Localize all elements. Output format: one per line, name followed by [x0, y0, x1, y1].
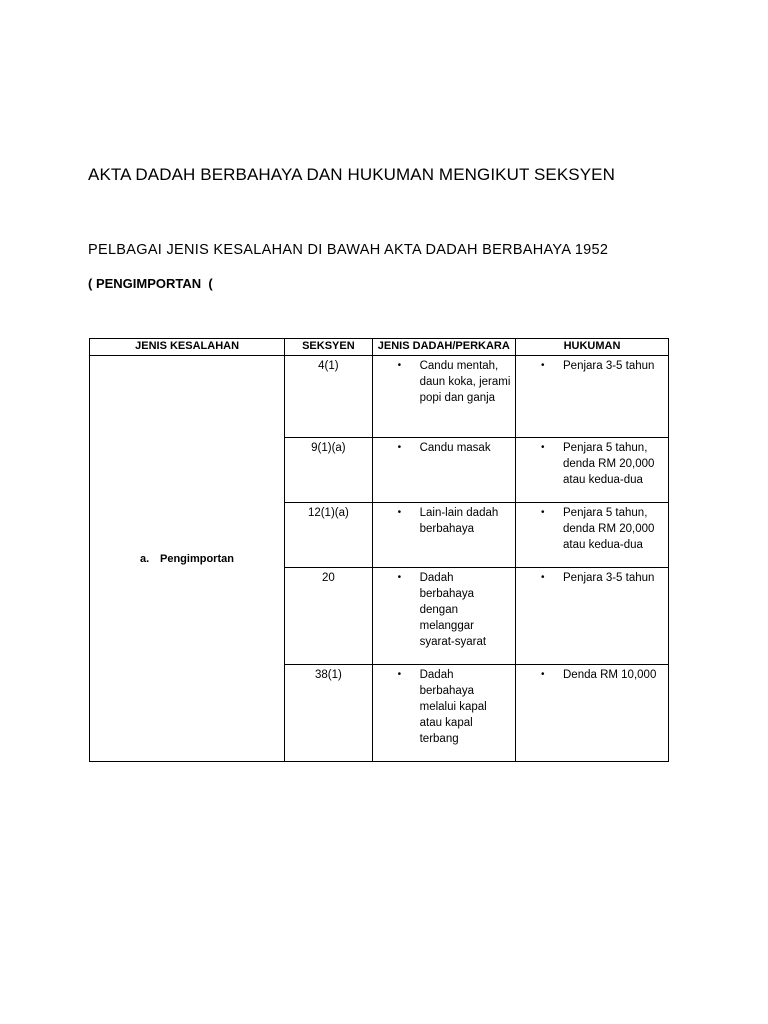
offence-letter: a.: [140, 552, 150, 565]
hukuman-cell: [516, 438, 669, 503]
seksyen-value: 12(1)(a): [307, 507, 349, 519]
hukuman-value: Penjara 3-5 tahun: [563, 360, 655, 372]
dadah-cell: [372, 438, 515, 503]
dadah-cell: [372, 356, 515, 438]
dadah-value: Dadah berbahaya melalui kapal atau kapal terbang: [419, 669, 487, 745]
hukuman-value: Penjara 5 tahun, denda RM 20,000 atau kedua-dua: [563, 507, 655, 551]
table-row: [90, 356, 669, 438]
bullet-icon: •: [541, 572, 545, 583]
table-header-row: [90, 339, 669, 356]
dadah-cell: [372, 665, 515, 762]
seksyen-value: 9(1)(a): [311, 442, 346, 454]
bullet-icon: •: [541, 507, 545, 518]
dadah-cell: [372, 568, 515, 665]
list-item: [516, 438, 668, 488]
list-item: [373, 356, 515, 406]
bullet-icon: •: [397, 669, 402, 680]
document-subtitle: PELBAGAI JENIS KESALAHAN DI BAWAH AKTA DADAH BERBAHAYA 1952: [88, 242, 609, 258]
seksyen-cell: [285, 503, 372, 568]
seksyen-cell: [285, 356, 372, 438]
offence-label: [90, 551, 284, 567]
list-item: [516, 356, 668, 374]
dadah-value: Candu mentah, daun koka, jerami popi dan ganja: [419, 360, 511, 404]
seksyen-value: 4(1): [318, 360, 339, 372]
seksyen-value: 20: [321, 572, 335, 584]
seksyen-cell: [285, 665, 372, 762]
list-item: [516, 568, 668, 586]
list-item: [373, 665, 515, 747]
bullet-icon: •: [397, 572, 402, 583]
list-item: [373, 568, 515, 650]
dadah-value: Candu masak: [419, 442, 491, 454]
dadah-cell: [372, 503, 515, 568]
hukuman-value: Denda RM 10,000: [563, 669, 657, 681]
header-hukuman: HUKUMAN: [516, 339, 669, 356]
hukuman-cell: [516, 568, 669, 665]
bullet-icon: •: [541, 360, 545, 371]
hukuman-cell: [516, 503, 669, 568]
list-item: [516, 503, 668, 553]
list-item: [516, 665, 668, 683]
dadah-value: Lain-lain dadah berbahaya: [419, 507, 499, 535]
offence-name: Pengimportan: [160, 552, 234, 565]
header-jenis-kesalahan: JENIS KESALAHAN: [90, 339, 285, 356]
document-title: AKTA DADAH BERBAHAYA DAN HUKUMAN MENGIKUT SEKSYEN: [88, 165, 615, 184]
header-seksyen: SEKSYEN: [285, 339, 372, 356]
list-item: [373, 503, 515, 537]
seksyen-cell: [285, 438, 372, 503]
hukuman-cell: [516, 356, 669, 438]
bullet-icon: •: [541, 442, 545, 453]
dadah-value: Dadah berbahaya dengan melanggar syarat-syarat: [419, 572, 487, 648]
list-item: [373, 438, 515, 456]
hukuman-value: Penjara 3-5 tahun: [563, 572, 655, 584]
seksyen-cell: [285, 568, 372, 665]
bullet-icon: •: [541, 669, 545, 680]
seksyen-value: 38(1): [314, 669, 342, 681]
hukuman-value: Penjara 5 tahun, denda RM 20,000 atau kedua-dua: [563, 442, 655, 486]
bullet-icon: •: [397, 442, 402, 453]
section-heading: ( PENGIMPORTAN (: [88, 276, 213, 291]
header-jenis-dadah: JENIS DADAH/PERKARA: [372, 339, 515, 356]
offence-table: [89, 338, 669, 762]
bullet-icon: •: [397, 360, 402, 371]
bullet-icon: •: [397, 507, 402, 518]
hukuman-cell: [516, 665, 669, 762]
offence-type-cell: [90, 356, 285, 762]
